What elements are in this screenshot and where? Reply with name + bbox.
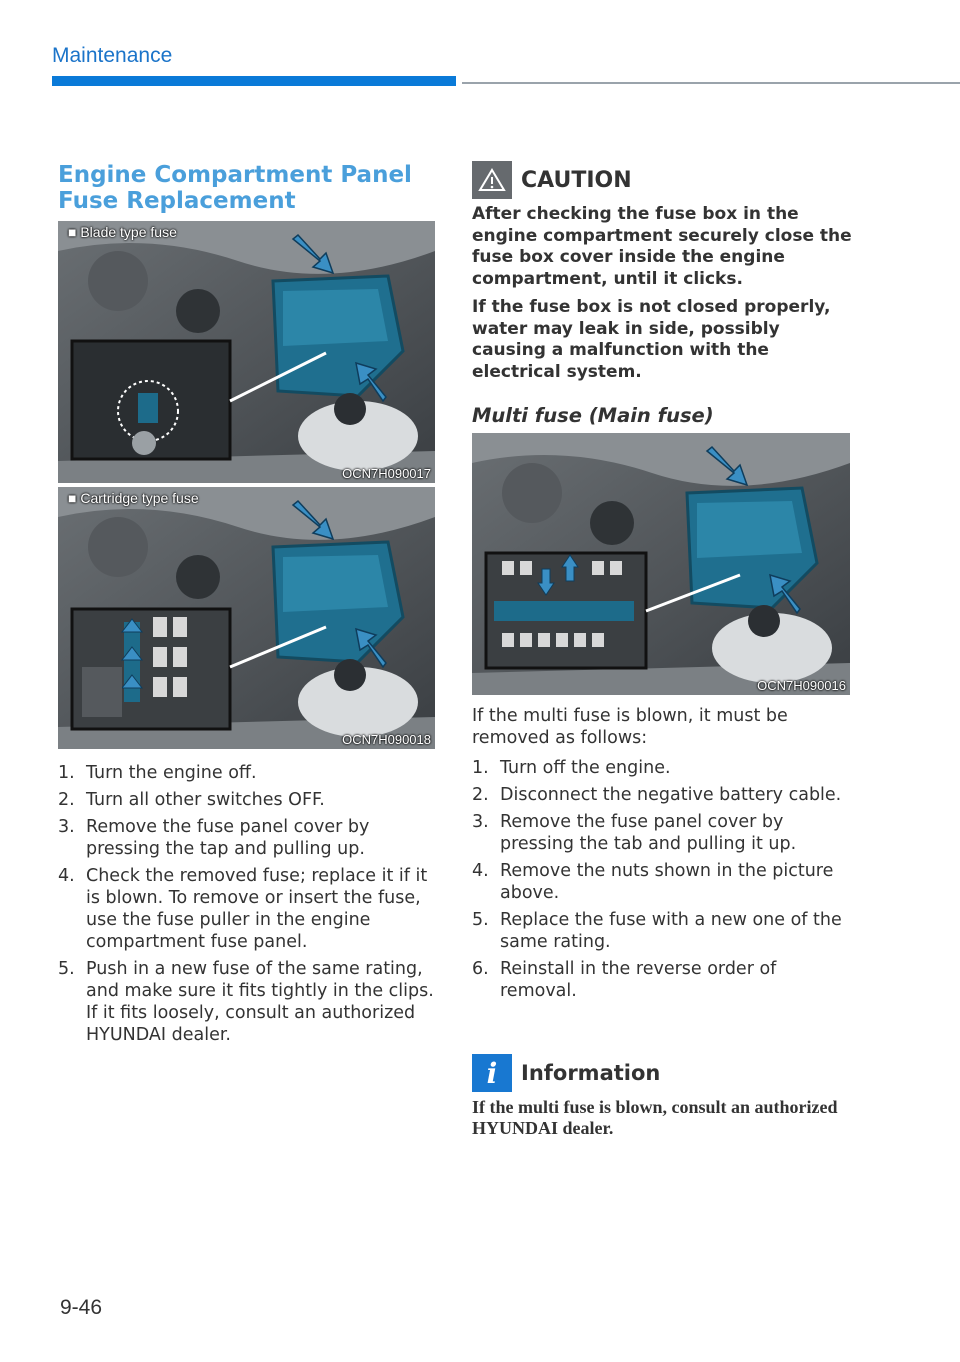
caution-paragraph: If the fuse box is not closed properly, water may leak in side, possibly causing a malfunction with the electrical system. <box>472 296 831 382</box>
header-rule <box>462 82 960 84</box>
multi-fuse-photo <box>472 433 850 695</box>
fuse-replacement-steps <box>58 762 443 1051</box>
list-item <box>472 811 857 855</box>
photo-label: ■ Blade type fuse <box>68 224 177 240</box>
caution-box <box>472 160 852 390</box>
header-accent-bar <box>52 76 456 86</box>
step-text: Turn off the engine. <box>500 758 671 778</box>
step-number: 4. <box>472 861 489 881</box>
list-item <box>58 762 443 784</box>
information-title: Information <box>521 1061 661 1085</box>
step-text: Disconnect the negative battery cable. <box>500 785 842 805</box>
step-number: 2. <box>58 790 75 810</box>
cartridge-fuse-photo <box>58 487 435 749</box>
section-title: Engine Compartment Panel Fuse Replacement <box>58 162 412 214</box>
caution-header <box>472 160 852 200</box>
step-number: 6. <box>472 959 489 979</box>
multi-fuse-intro: If the multi fuse is blown, it must be removed as follows: <box>472 706 788 748</box>
information-body: If the multi fuse is blown, consult an authorized HYUNDAI dealer. <box>472 1097 838 1138</box>
photo-code: OCN7H090016 <box>757 678 846 693</box>
photo-code: OCN7H090017 <box>342 466 431 481</box>
list-item <box>472 909 857 953</box>
blade-fuse-photo <box>58 221 435 483</box>
caution-paragraph: After checking the fuse box in the engine compartment securely close the fuse box cover inside the engine compartment, until it clicks. <box>472 204 852 290</box>
information-box <box>472 1053 852 1139</box>
step-number: 3. <box>472 812 489 832</box>
step-text: Remove the fuse panel cover by pressing the tab and pulling it up. <box>500 812 797 854</box>
list-item <box>58 816 443 860</box>
step-number: 5. <box>472 910 489 930</box>
engine-bay-illustration <box>472 433 850 695</box>
list-item <box>472 860 857 904</box>
step-number: 4. <box>58 866 75 886</box>
step-text: Remove the nuts shown in the picture above. <box>500 861 834 903</box>
step-text: Replace the fuse with a new one of the same rating. <box>500 910 842 952</box>
engine-bay-illustration <box>58 487 435 749</box>
step-number: 2. <box>472 785 489 805</box>
step-number: 1. <box>58 763 75 783</box>
step-text: Check the removed fuse; replace it if it is blown. To remove or insert the fuse, use the fuse puller in the engine compartment fuse panel. <box>86 866 428 952</box>
list-item <box>58 865 443 953</box>
warning-triangle-icon <box>472 161 512 199</box>
list-item <box>472 757 857 779</box>
caution-body <box>472 204 852 384</box>
step-number: 3. <box>58 817 75 837</box>
caution-title: CAUTION <box>521 167 632 193</box>
step-number: 1. <box>472 758 489 778</box>
photo-code: OCN7H090018 <box>342 732 431 747</box>
step-text: Remove the fuse panel cover by pressing the tap and pulling up. <box>86 817 370 859</box>
multi-fuse-steps <box>472 757 857 1007</box>
step-number: 5. <box>58 959 75 979</box>
list-item <box>58 789 443 811</box>
engine-bay-illustration <box>58 221 435 483</box>
multi-fuse-heading: Multi fuse (Main fuse) <box>472 404 714 427</box>
list-item <box>472 784 857 806</box>
info-icon: i <box>472 1054 512 1092</box>
step-text: Push in a new fuse of the same rating, and make sure it fits tightly in the clips. If it fits loosely, consult an authorized HYUNDAI dealer. <box>86 959 434 1045</box>
step-text: Turn all other switches OFF. <box>86 790 325 810</box>
photo-label: ■ Cartridge type fuse <box>68 490 199 506</box>
page-number: 9-46 <box>60 1296 103 1319</box>
information-header <box>472 1053 852 1093</box>
list-item <box>58 958 443 1046</box>
running-header: Maintenance <box>52 44 173 67</box>
step-text: Reinstall in the reverse order of removal. <box>500 959 777 1001</box>
step-text: Turn the engine off. <box>86 763 257 783</box>
list-item <box>472 958 857 1002</box>
